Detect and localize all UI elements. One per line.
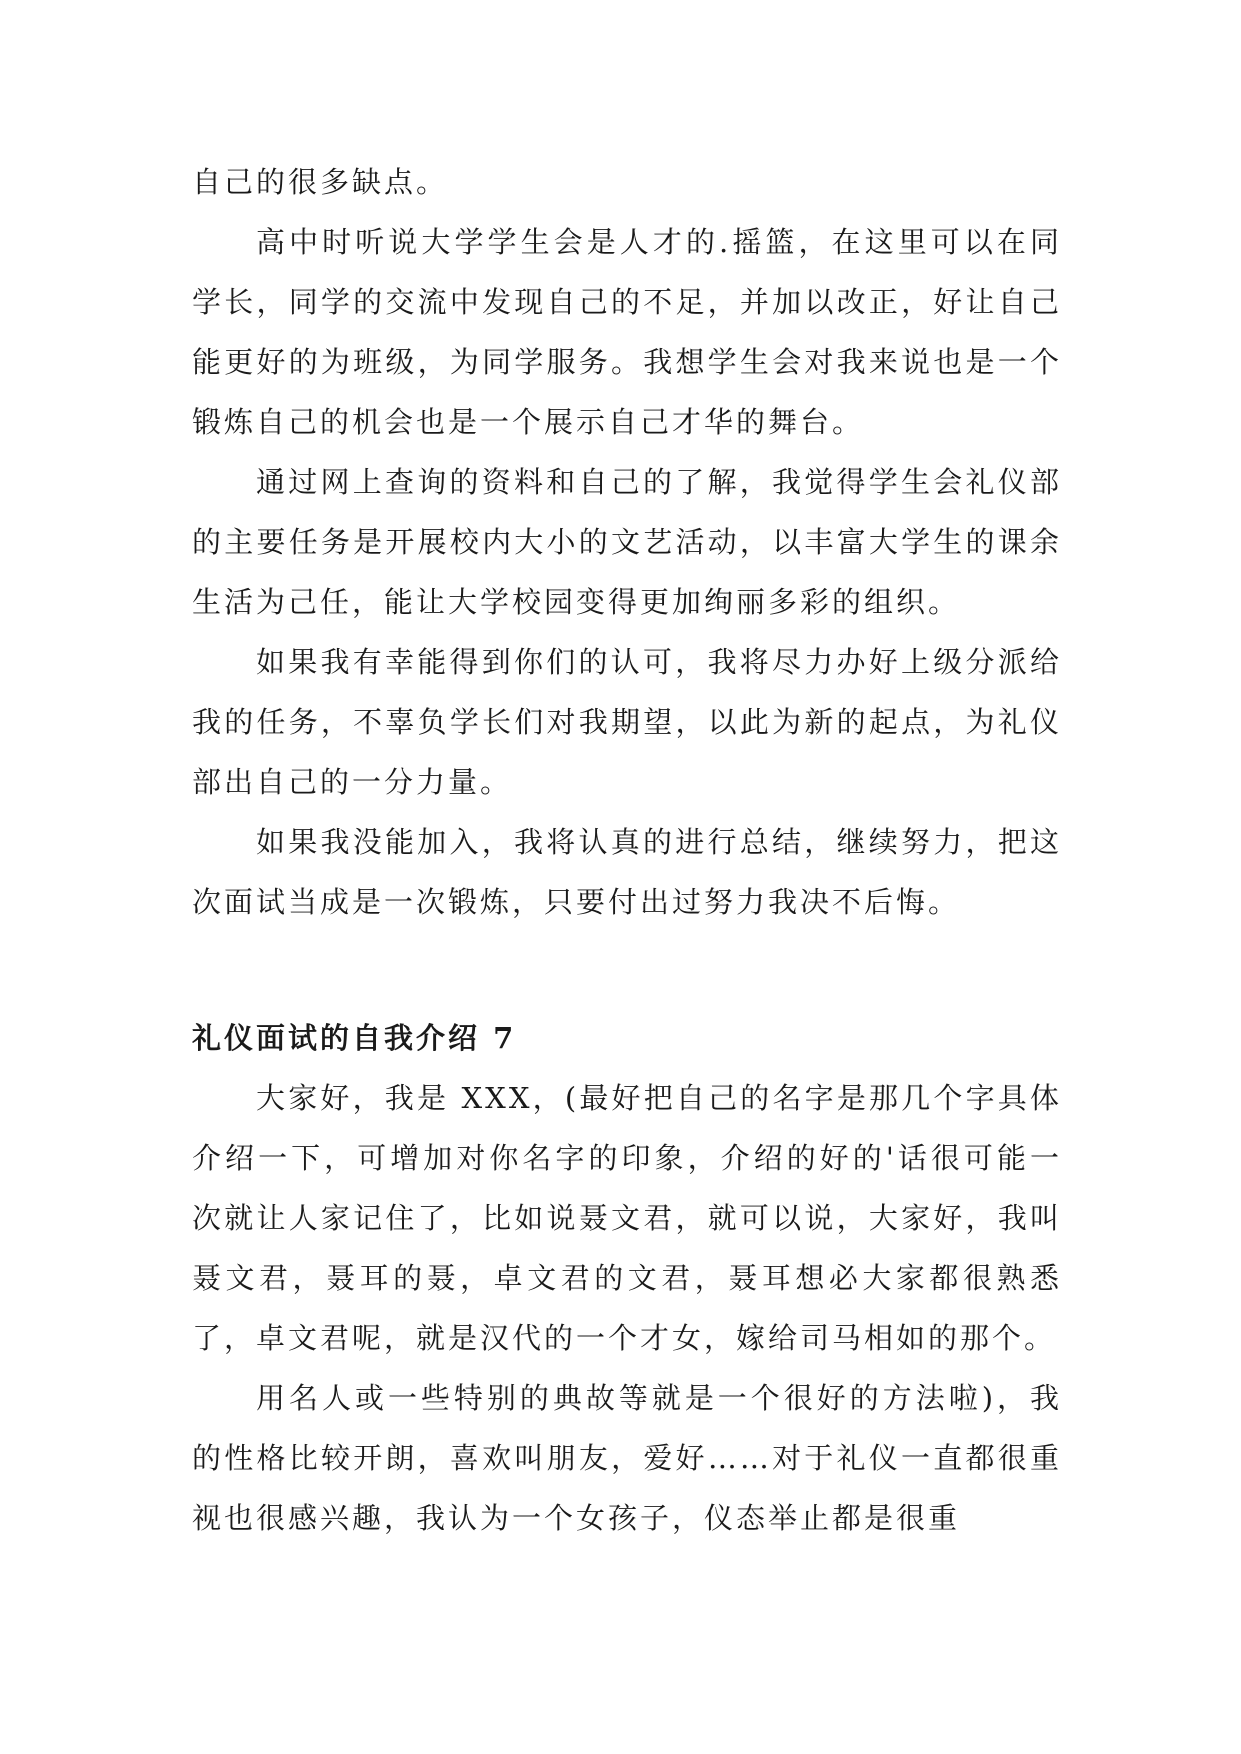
paragraph-3: 通过网上查询的资料和自己的了解，我觉得学生会礼仪部的主要任务是开展校内大小的文艺活动，以丰富大学生的课余生活为己任，能让大学校园变得更加绚丽多彩的组织。: [192, 465, 1062, 619]
paragraph-2: 高中时听说大学学生会是人才的.摇篮，在这里可以在同学长，同学的交流中发现自己的不足，并加以改正，好让自己能更好的为班级，为同学服务。我想学生会对我来说也是一个锻炼自己的机会也是一个展示自己才华的舞台。: [192, 225, 1062, 439]
paragraph-5: 如果我没能加入，我将认真的进行总结，继续努力，把这次面试当成是一次锻炼，只要付出过努力我决不后悔。: [192, 825, 1062, 919]
paragraph-7: 用名人或一些特别的典故等就是一个很好的方法啦)，我的性格比较开朗，喜欢叫朋友，爱好……对于礼仪一直都很重视也很感兴趣，我认为一个女孩子，仪态举止都是很重: [192, 1381, 1062, 1535]
paragraph-1: 自己的很多缺点。: [192, 165, 449, 199]
section-heading: 礼仪面试的自我介绍 7: [192, 1021, 517, 1055]
paragraph-4: 如果我有幸能得到你们的认可，我将尽力办好上级分派给我的任务，不辜负学长们对我期望，以此为新的起点，为礼仪部出自己的一分力量。: [192, 645, 1062, 799]
paragraph-6: 大家好，我是 XXX，(最好把自己的名字是那几个字具体介绍一下，可增加对你名字的印象，介绍的好的'话很可能一次就让人家记住了，比如说聂文君，就可以说，大家好，我叫聂文君，聂耳的聂，卓文君的文君，聂耳想必大家都很熟悉了，卓文君呢，就是汉代的一个才女，嫁给司马相如的那个。: [192, 1081, 1062, 1355]
document-body: [192, 152, 1062, 1548]
